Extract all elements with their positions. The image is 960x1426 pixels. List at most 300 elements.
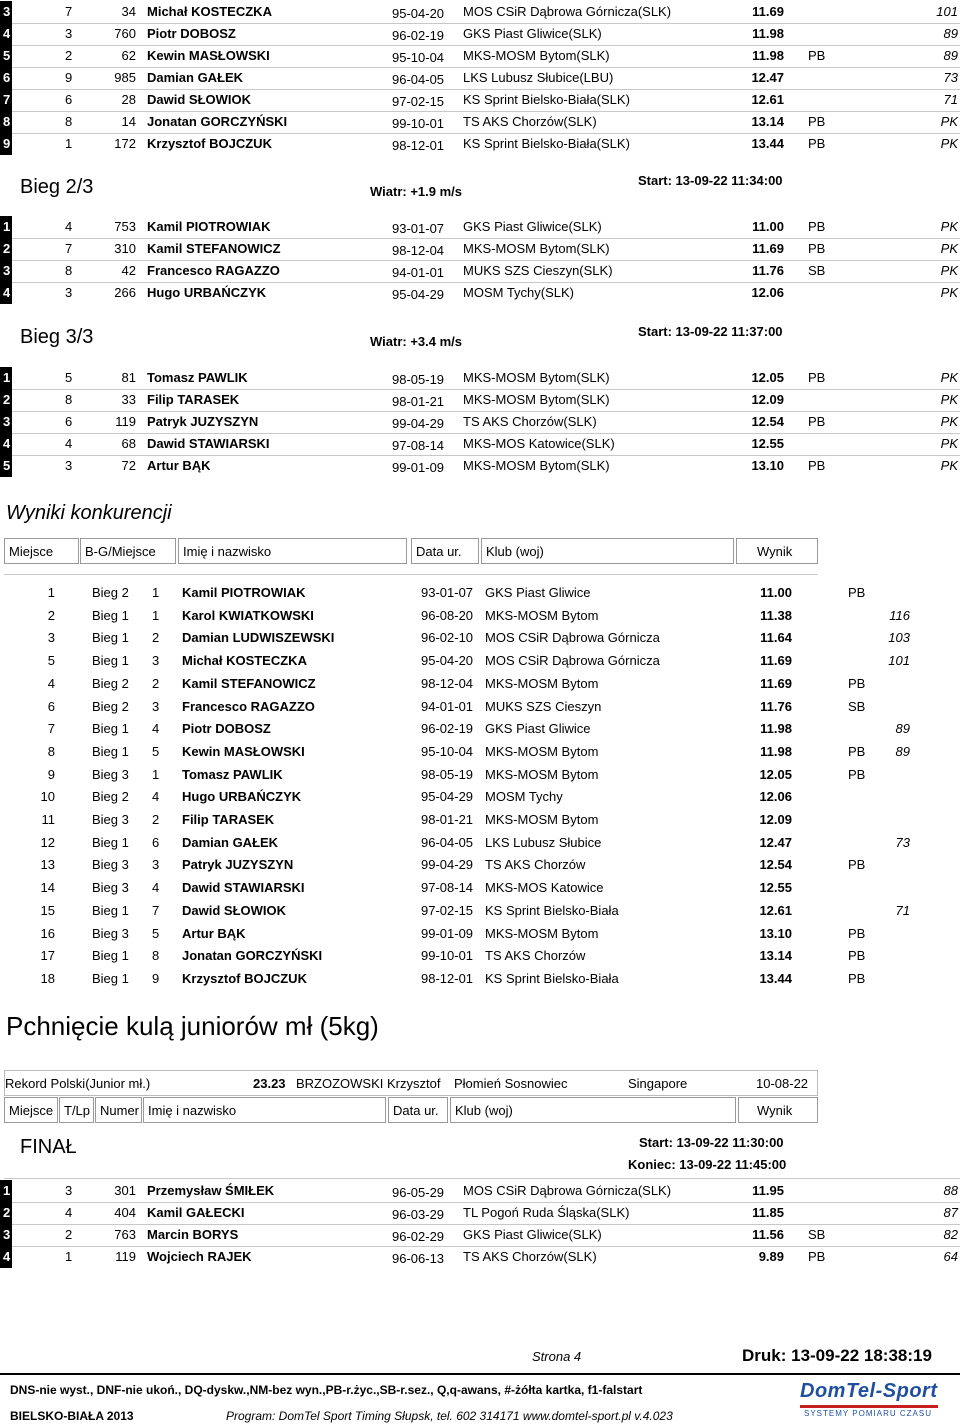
results-heat: Bieg 1 [92, 948, 129, 964]
results-heat: Bieg 2 [92, 585, 129, 600]
row-bib: 172 [114, 136, 136, 151]
results-points: 103 [888, 630, 910, 646]
row-bib: 301 [114, 1183, 136, 1198]
results-athlete: Kamil PIOTROWIAK [182, 585, 306, 600]
row-mark: SB [808, 1227, 826, 1242]
row-points: PK [940, 285, 958, 300]
row-result: 11.85 [752, 1205, 784, 1220]
row-lane: 4 [65, 436, 73, 451]
heat-row [0, 45, 960, 67]
row-club: MKS-MOSM Bytom(SLK) [463, 458, 610, 473]
results-heat-place: 1 [152, 607, 160, 623]
results-result: 13.14 [759, 948, 792, 964]
row-result: 11.00 [752, 219, 784, 234]
results-mark: PB [848, 970, 866, 986]
row-result: 11.98 [752, 48, 784, 63]
results-place: 1 [47, 585, 55, 600]
results-mark: PB [848, 857, 866, 873]
results-athlete: Piotr DOBOSZ [182, 721, 271, 737]
results-dob: 98-05-19 [421, 766, 474, 782]
results-athlete: Michał KOSTECZKA [182, 653, 307, 669]
results-place: 12 [40, 834, 55, 850]
results-dob: 99-04-29 [421, 857, 474, 873]
results-heat: Bieg 3 [92, 925, 129, 941]
row-mark: PB [808, 1249, 826, 1264]
results-row [0, 718, 960, 740]
heat-row [0, 1246, 960, 1268]
row-dob: 95-04-20 [392, 6, 445, 21]
row-dob: 97-02-15 [392, 94, 445, 109]
results-club: MUKS SZS Cieszyn [485, 698, 602, 714]
row-result: 12.09 [751, 392, 784, 407]
results-place: 10 [40, 789, 55, 805]
results-heat: Bieg 1 [92, 653, 129, 669]
row-athlete: Marcin BORYS [147, 1227, 239, 1242]
results-row [0, 877, 960, 899]
row-result: 13.44 [751, 136, 784, 151]
row-lane: 4 [65, 1205, 73, 1220]
row-athlete: Patryk JUZYSZYN [147, 414, 259, 429]
row-place: 1 [3, 370, 11, 385]
footer-program: Program: DomTel Sport Timing Słupsk, tel. 602 314171 www.domtel-sport.pl v.4.023 [226, 1409, 673, 1423]
row-bib: 404 [114, 1205, 136, 1220]
row-athlete: Hugo URBAŃCZYK [147, 285, 267, 300]
results-result: 12.61 [759, 902, 792, 918]
row-bib: 763 [114, 1227, 136, 1242]
results-row [0, 968, 960, 990]
row-dob: 93-01-07 [392, 221, 445, 236]
results-place: 9 [47, 766, 55, 782]
results-club: GKS Piast Gliwice [485, 721, 591, 737]
results-row [0, 786, 960, 808]
results-result: 11.76 [760, 698, 792, 714]
record-row [4, 1070, 818, 1096]
results-place: 5 [47, 653, 55, 669]
row-bib: 72 [121, 458, 136, 473]
row-lane: 6 [65, 414, 73, 429]
results-club: MOSM Tychy [485, 789, 563, 805]
row-bib: 985 [114, 70, 136, 85]
results-club: MKS-MOSM Bytom [485, 607, 599, 623]
row-club: KS Sprint Bielsko-Biała(SLK) [463, 92, 630, 107]
results-header-club: Klub (woj) [481, 538, 734, 564]
results-dob: 95-04-29 [421, 789, 474, 805]
heat-row [0, 238, 960, 260]
results-heat-place: 4 [152, 880, 160, 896]
results-athlete: Karol KWIATKOWSKI [182, 607, 314, 623]
results-header-dob: Data ur. [411, 538, 479, 564]
results-club: KS Sprint Bielsko-Biała [485, 970, 619, 986]
row-lane: 8 [65, 114, 73, 129]
row-place: 8 [3, 114, 11, 129]
results-place: 2 [47, 607, 55, 623]
results-heat: Bieg 1 [92, 834, 129, 850]
results-heat-place: 6 [152, 834, 160, 850]
row-bib: 34 [121, 4, 136, 19]
row-bib: 119 [115, 1249, 136, 1264]
results-heat-place: 8 [152, 948, 160, 964]
row-lane: 3 [65, 458, 73, 473]
row-dob: 99-10-01 [392, 116, 445, 131]
row-athlete: Wojciech RAJEK [147, 1249, 252, 1264]
footer-legend: DNS-nie wyst., DNF-nie ukoń., DQ-dyskw.,NM-bez wyn.,PB-r.życ.,SB-r.sez., Q,q-awans, #-żółta kartka, f1-falstart [10, 1383, 643, 1397]
results-row [0, 809, 960, 831]
row-place: 3 [3, 1227, 11, 1242]
results-points: 116 [889, 607, 910, 623]
row-place: 4 [3, 285, 11, 300]
results-heat-place: 9 [152, 970, 160, 986]
row-points: 101 [936, 4, 958, 19]
results-mark: PB [848, 675, 866, 691]
heat-row [0, 367, 960, 389]
results-mark: SB [848, 698, 866, 714]
results-heat-place: 2 [152, 630, 160, 646]
domtel-logo [800, 1380, 940, 1420]
results-points: 73 [895, 834, 910, 850]
row-dob: 98-12-04 [392, 243, 445, 258]
row-athlete: Przemysław ŚMIŁEK [147, 1183, 275, 1198]
results-mark: PB [848, 948, 866, 964]
heat-row [0, 282, 960, 304]
results-header-place: Miejsce [4, 538, 79, 564]
row-points: PK [940, 436, 958, 451]
row-place: 3 [3, 414, 11, 429]
results-mark: PB [848, 925, 866, 941]
heat-row [0, 216, 960, 238]
row-club: TL Pogoń Ruda Śląska(SLK) [463, 1205, 630, 1220]
row-athlete: Kamil STEFANOWICZ [147, 241, 281, 256]
row-club: MOSM Tychy(SLK) [463, 285, 575, 300]
results-heat: Bieg 1 [92, 970, 129, 986]
row-dob: 95-10-04 [392, 50, 445, 65]
row-bib: 28 [121, 92, 136, 107]
row-athlete: Tomasz PAWLIK [147, 370, 248, 385]
results-dob: 96-08-20 [421, 607, 474, 623]
heat-row [0, 67, 960, 89]
results-header-result: Wynik [736, 538, 818, 564]
results-row [0, 900, 960, 922]
shotput-header-result: Wynik [738, 1097, 818, 1123]
results-dob: 95-10-04 [421, 743, 474, 759]
results-row [0, 696, 960, 718]
results-club: TS AKS Chorzów [485, 948, 586, 964]
shotput-title: Pchnięcie kulą juniorów mł (5kg) [6, 1011, 379, 1041]
row-lane: 8 [65, 392, 73, 407]
row-points: 88 [943, 1183, 958, 1198]
results-athlete: Damian LUDWISZEWSKI [182, 630, 335, 646]
shotput-header-dob: Data ur. [388, 1097, 448, 1123]
row-result: 11.56 [752, 1227, 784, 1242]
row-mark: PB [808, 414, 826, 429]
row-bib: 14 [121, 114, 136, 129]
row-club: TS AKS Chorzów(SLK) [463, 114, 597, 129]
row-athlete: Krzysztof BOJCZUK [147, 136, 272, 151]
row-result: 11.95 [752, 1183, 784, 1198]
row-club: MKS-MOS Katowice(SLK) [463, 436, 615, 451]
results-row [0, 741, 960, 763]
row-athlete: Artur BĄK [147, 458, 211, 473]
results-row [0, 945, 960, 967]
results-dob: 96-04-05 [421, 834, 474, 850]
shotput-header-club: Klub (woj) [450, 1097, 736, 1123]
results-row [0, 832, 960, 854]
row-mark: SB [808, 263, 826, 278]
results-result: 12.54 [759, 857, 792, 873]
results-athlete: Hugo URBAŃCZYK [182, 789, 302, 805]
results-heat: Bieg 2 [92, 698, 129, 714]
results-dob: 95-04-20 [421, 653, 474, 669]
results-result: 11.98 [760, 721, 792, 737]
row-lane: 2 [65, 1227, 73, 1242]
row-points: 64 [943, 1249, 958, 1264]
row-dob: 99-01-09 [392, 460, 445, 475]
row-lane: 3 [65, 1183, 73, 1198]
row-club: MKS-MOSM Bytom(SLK) [463, 241, 610, 256]
shotput-header-name: Imię i nazwisko [143, 1097, 386, 1123]
results-athlete: Francesco RAGAZZO [182, 698, 315, 714]
results-club: LKS Lubusz Słubice [485, 834, 602, 850]
results-header-name: Imię i nazwisko [178, 538, 407, 564]
results-athlete: Damian GAŁEK [182, 834, 279, 850]
row-lane: 4 [65, 219, 73, 234]
heat-row [0, 111, 960, 133]
results-club: MOS CSiR Dąbrowa Górnicza [485, 630, 660, 646]
heat-row [0, 455, 960, 477]
results-result: 11.00 [760, 585, 792, 600]
row-club: MOS CSiR Dąbrowa Górnicza(SLK) [463, 4, 672, 19]
row-athlete: Kewin MASŁOWSKI [147, 48, 270, 63]
results-dob: 96-02-10 [421, 630, 474, 646]
row-result: 12.54 [751, 414, 784, 429]
results-heat-place: 3 [152, 653, 160, 669]
results-club: KS Sprint Bielsko-Biała [485, 902, 619, 918]
row-club: GKS Piast Gliwice(SLK) [463, 26, 602, 41]
results-result: 13.10 [759, 925, 792, 941]
heat-row [0, 133, 960, 155]
row-athlete: Dawid STAWIARSKI [147, 436, 270, 451]
row-place: 6 [3, 70, 11, 85]
heat-row [0, 1180, 960, 1202]
results-points: 89 [895, 743, 910, 759]
results-club: MOS CSiR Dąbrowa Górnicza [485, 653, 660, 669]
results-row [0, 650, 960, 672]
row-mark: PB [808, 370, 826, 385]
results-athlete: Kamil STEFANOWICZ [182, 675, 316, 691]
results-place: 15 [40, 902, 55, 918]
row-club: GKS Piast Gliwice(SLK) [463, 219, 602, 234]
row-dob: 94-01-01 [392, 265, 445, 280]
row-result: 12.06 [751, 285, 784, 300]
row-place: 2 [3, 392, 11, 407]
row-lane: 3 [65, 26, 73, 41]
results-club: TS AKS Chorzów [485, 857, 586, 873]
row-dob: 95-04-29 [392, 287, 445, 302]
results-athlete: Jonatan GORCZYŃSKI [182, 948, 323, 964]
results-place: 6 [47, 698, 55, 714]
heat-2-wind: Wiatr: +1.9 m/s [370, 184, 463, 199]
results-dob: 96-02-19 [421, 721, 474, 737]
row-mark: PB [808, 114, 826, 129]
logo-stripe [800, 1405, 938, 1408]
results-athlete: Patryk JUZYSZYN [182, 857, 294, 873]
results-heat: Bieg 3 [92, 880, 129, 896]
heat-row [0, 260, 960, 282]
results-athlete: Filip TARASEK [182, 812, 275, 827]
row-place: 1 [3, 219, 11, 234]
row-bib: 33 [121, 392, 136, 407]
row-club: LKS Lubusz Słubice(LBU) [463, 70, 614, 85]
row-points: 87 [943, 1205, 958, 1220]
row-athlete: Piotr DOBOSZ [147, 26, 236, 41]
results-points: 101 [888, 653, 910, 669]
row-club: MUKS SZS Cieszyn(SLK) [463, 263, 613, 278]
footer-rule [0, 1373, 960, 1375]
results-athlete: Dawid STAWIARSKI [182, 880, 305, 896]
results-athlete: Dawid SŁOWIOK [182, 902, 286, 918]
shotput-header-nr: Numer [95, 1097, 142, 1123]
row-result: 12.47 [751, 70, 784, 85]
row-points: 73 [943, 70, 958, 85]
results-club: MKS-MOSM Bytom [485, 675, 599, 691]
row-athlete: Jonatan GORCZYŃSKI [147, 114, 288, 129]
results-mark: PB [848, 743, 866, 759]
results-row [0, 764, 960, 786]
results-dob: 99-10-01 [421, 948, 474, 964]
row-points: 71 [943, 92, 958, 107]
heat-3-wind: Wiatr: +3.4 m/s [370, 334, 463, 349]
results-mark: PB [848, 766, 866, 782]
row-dob: 96-04-05 [392, 72, 445, 87]
row-dob: 96-05-29 [392, 1185, 445, 1200]
row-result: 11.69 [752, 241, 784, 256]
heat-2-start: Start: 13-09-22 11:34:00 [638, 173, 783, 188]
results-heat-place: 5 [152, 925, 160, 941]
print-timestamp: Druk: 13-09-22 18:38:19 [742, 1346, 932, 1365]
results-athlete: Tomasz PAWLIK [182, 766, 283, 782]
results-heat: Bieg 1 [92, 607, 129, 623]
row-points: PK [940, 392, 958, 407]
row-bib: 62 [121, 48, 136, 63]
row-club: TS AKS Chorzów(SLK) [463, 1249, 597, 1264]
row-bib: 760 [114, 26, 136, 41]
results-place: 7 [47, 721, 55, 737]
results-result: 11.64 [760, 630, 792, 646]
row-place: 4 [3, 1249, 11, 1264]
results-dob: 99-01-09 [421, 925, 474, 941]
results-dob: 98-01-21 [421, 812, 474, 827]
heat-row [0, 411, 960, 433]
row-points: PK [940, 114, 958, 129]
row-athlete: Dawid SŁOWIOK [147, 92, 251, 107]
results-heat: Bieg 1 [92, 721, 129, 737]
row-result: 9.89 [758, 1249, 784, 1264]
results-heat: Bieg 2 [92, 675, 129, 691]
row-points: 82 [943, 1227, 958, 1242]
row-club: KS Sprint Bielsko-Biała(SLK) [463, 136, 630, 151]
row-lane: 7 [65, 4, 73, 19]
results-points: 89 [895, 721, 910, 737]
results-row [0, 854, 960, 876]
row-lane: 6 [65, 92, 73, 107]
results-result: 11.38 [760, 607, 792, 623]
shotput-header-place: Miejsce [4, 1097, 58, 1123]
row-result: 11.69 [752, 4, 784, 19]
row-points: PK [940, 219, 958, 234]
row-mark: PB [808, 241, 826, 256]
results-place: 13 [40, 857, 55, 873]
row-points: PK [940, 136, 958, 151]
heat-2-title: Bieg 2/3 [20, 176, 94, 198]
results-heat-place: 1 [152, 766, 160, 782]
row-bib: 310 [114, 241, 136, 256]
row-points: PK [940, 414, 958, 429]
results-heat: Bieg 3 [92, 812, 129, 827]
row-result: 13.10 [751, 458, 784, 473]
row-athlete: Filip TARASEK [147, 392, 240, 407]
row-bib: 753 [114, 219, 136, 234]
heat-3-start: Start: 13-09-22 11:37:00 [638, 324, 783, 339]
results-dob: 94-01-01 [421, 698, 474, 714]
results-mark: PB [848, 585, 866, 600]
heat-row [0, 1202, 960, 1224]
results-dob: 98-12-01 [421, 970, 474, 986]
row-dob: 96-03-29 [392, 1207, 445, 1222]
row-result: 12.61 [751, 92, 784, 107]
results-heat-place: 5 [152, 743, 160, 759]
row-lane: 2 [65, 48, 73, 63]
results-heat-place: 3 [152, 857, 160, 873]
row-club: MKS-MOSM Bytom(SLK) [463, 48, 610, 63]
heat-row [0, 23, 960, 45]
results-heat: Bieg 1 [92, 743, 129, 759]
row-place: 9 [3, 136, 11, 151]
results-result: 12.06 [759, 789, 792, 805]
results-dob: 97-08-14 [421, 880, 474, 896]
heat-row [0, 89, 960, 111]
results-title: Wyniki konkurencji [6, 502, 172, 524]
results-divider [4, 574, 818, 575]
record-date: 10-08-22 [756, 1076, 809, 1091]
results-club: MKS-MOSM Bytom [485, 766, 599, 782]
results-points: 71 [895, 902, 910, 918]
row-lane: 8 [65, 263, 73, 278]
results-heat-place: 7 [152, 902, 160, 918]
row-points: 89 [943, 48, 958, 63]
logo-text: DomTel-Sport [800, 1380, 938, 1402]
row-place: 3 [3, 4, 11, 19]
row-result: 11.76 [752, 263, 784, 278]
row-lane: 3 [65, 285, 73, 300]
row-mark: PB [808, 219, 826, 234]
record-holder: BRZOZOWSKI Krzysztof [296, 1076, 441, 1091]
row-dob: 96-02-29 [392, 1229, 445, 1244]
results-heat: Bieg 3 [92, 766, 129, 782]
row-lane: 5 [65, 370, 73, 385]
results-dob: 97-02-15 [421, 902, 474, 918]
page-number: Strona 4 [532, 1349, 582, 1364]
results-place: 16 [40, 925, 55, 941]
results-heat: Bieg 2 [92, 789, 129, 805]
row-bib: 266 [114, 285, 136, 300]
record-place: Singapore [628, 1076, 688, 1091]
row-lane: 1 [65, 1249, 73, 1264]
results-row [0, 582, 960, 604]
row-mark: PB [808, 136, 826, 151]
results-heat-place: 2 [152, 812, 160, 827]
row-athlete: Kamil PIOTROWIAK [147, 219, 271, 234]
row-dob: 97-08-14 [392, 438, 445, 453]
row-result: 12.05 [751, 370, 784, 385]
